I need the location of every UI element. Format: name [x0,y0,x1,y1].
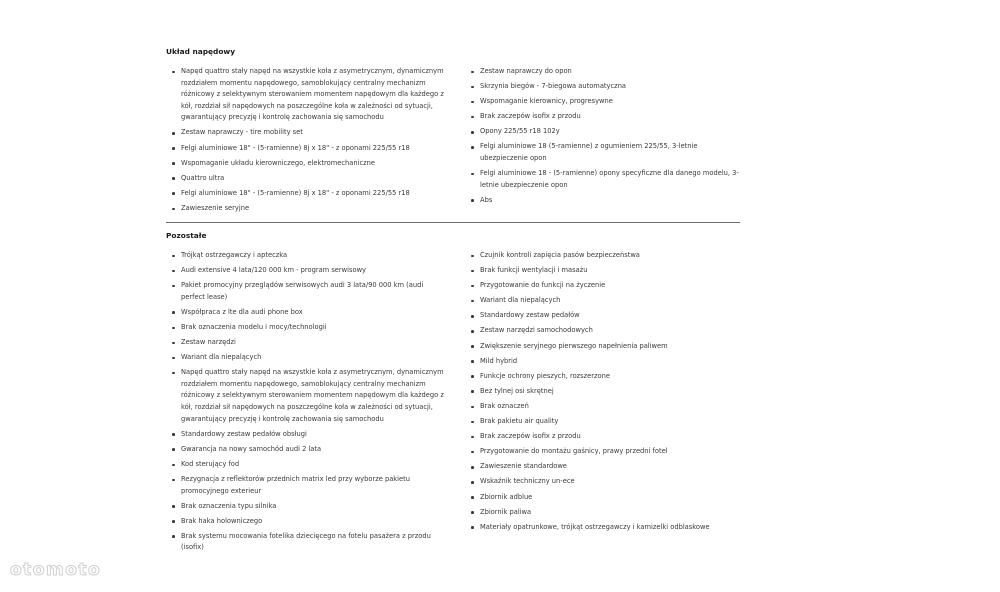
feature-item [465,265,740,277]
feature-text: Brak zaczepów isofix z przodu [480,432,581,441]
feature-item [465,310,740,322]
feature-item [166,337,444,349]
bullet-icon [172,285,175,288]
bullet-icon [471,526,474,529]
section-drivetrain [166,46,740,226]
feature-text: Standardowy zestaw pedałów obsługi [181,429,307,438]
feature-text: Zawieszenie standardowe [480,462,567,471]
section-title-drivetrain: Układ napędowy [166,47,236,56]
feature-text: Napęd quattro stały napęd na wszystkie koła z asymetrycznym, dynamicznym rozdziałem momentu napędowego, samoblokujący centralny mechanizm różnicowy z selektywnym sterowaniem momentem napędowym dla każdego z kół, rozdział sił napędowych na poszczególne koła w zależności od sytuacji, gwarantujący precyzję i kontrolę zachowania się samochodu [181,67,444,122]
feature-item [465,341,740,353]
bullet-icon [471,71,474,74]
feature-text: Zestaw naprawczy do opon [480,67,572,75]
feature-item [465,356,740,368]
bullet-icon [172,255,175,258]
bullet-icon [172,270,175,273]
feature-item [166,188,444,200]
feature-item [465,416,740,428]
feature-item [166,173,444,185]
feature-item [465,295,740,307]
feature-list-left [166,66,444,218]
bullet-icon [172,177,175,180]
bullet-icon [471,173,474,176]
bullet-icon [471,315,474,318]
bullet-icon [471,421,474,424]
feature-item [166,66,444,124]
feature-item [465,386,740,398]
feature-item [166,127,444,139]
feature-item [166,516,444,528]
feature-text: Brak oznaczenia typu silnika [181,501,277,510]
feature-item [166,367,444,425]
bullet-icon [471,131,474,134]
feature-text: Wspomaganie kierownicy, progresywne [480,97,613,106]
feature-text: Brak systemu mocowania fotelika dziecięcego na fotelu pasażera z przodu (isofix) [181,531,431,552]
feature-columns [166,66,740,226]
feature-text: Materiały opatrunkowe, trójkąt ostrzegawczy i kamizelki odblaskowe [480,522,710,531]
feature-item [166,352,444,364]
feature-text: Zestaw narzędzi [181,338,236,347]
bullet-icon [471,375,474,378]
bullet-icon [471,511,474,514]
bullet-icon [471,330,474,333]
feature-columns [166,250,740,550]
feature-item [166,158,444,170]
feature-text: Trójkąt ostrzegawczy i apteczka [181,251,288,259]
bullet-icon [172,520,175,523]
feature-item [465,371,740,383]
feature-item [465,280,740,292]
feature-item [166,459,444,471]
feature-text: Mild hybrid [480,356,518,365]
feature-text: Felgi aluminiowe 18 - (5-ramienne) opony specyficzne dla danego modelu, 3-letnie ubezpieczenie opon [480,169,739,189]
feature-text: Felgi aluminiowe 18 (5-ramienne) z ogumieniem 225/55, 3-letnie ubezpieczenie opon [480,142,698,163]
watermark-logo: otomoto [10,560,102,580]
bullet-icon [172,448,175,451]
feature-text: Gwarancja na nowy samochód audi 2 lata [181,444,322,453]
feature-text: Rezygnacja z reflektorów przednich matrix led przy wyborze pakietu promocyjnego exterieur [181,475,410,495]
feature-item [465,195,740,207]
feature-item [465,401,740,413]
bullet-icon [172,71,175,74]
bullet-icon [471,345,474,348]
bullet-icon [172,357,175,360]
bullet-icon [471,481,474,484]
feature-item [465,81,740,93]
feature-item [465,476,740,488]
feature-item [166,322,444,334]
bullet-icon [172,479,175,482]
feature-item [465,492,740,504]
bullet-icon [172,147,175,150]
feature-item [465,507,740,519]
feature-text: Brak haka holowniczego [181,516,263,525]
feature-text: Wariant dla niepalących [181,353,262,362]
feature-item [465,461,740,473]
bullet-icon [172,132,175,135]
feature-text: Felgi aluminiowe 18" - (5-ramienne) 8j x 18" - z oponami 225/55 r18 [181,188,410,197]
bullet-icon [471,360,474,363]
feature-list-right [465,66,740,210]
bullet-icon [172,327,175,330]
feature-item [465,66,740,78]
feature-text: Zwiększenie seryjnego pierwszego napełnienia paliwem [480,341,668,350]
feature-item [166,474,444,497]
bullet-icon [471,466,474,469]
feature-text: Zestaw naprawczy - tire mobility set [181,128,303,137]
feature-text: Quattro ultra [181,173,225,182]
bullet-icon [172,372,175,375]
feature-text: Wspomaganie układu kierowniczego, elektromechaniczne [181,158,375,167]
feature-text: Zawieszenie seryjne [181,203,250,212]
feature-text: Napęd quattro stały napęd na wszystkie koła z asymetrycznym, dynamicznym rozdziałem momentu napędowego, samoblokujący centralny mechanizm różnicowy z selektywnym sterowaniem momentem napędowym dla każdego z kół, rozdział sił napędowych na poszczególne koła w zależności od sytuacji, gwarantujący precyzję i kontrolę zachowania się samochodu [181,368,444,423]
feature-item [166,444,444,456]
feature-text: Czujnik kontroli zapięcia pasów bezpieczeństwa [480,251,640,259]
bullet-icon [471,255,474,258]
bullet-icon [172,192,175,195]
feature-text: Zestaw narzędzi samochodowych [480,326,593,335]
bullet-icon [471,116,474,119]
section-other [166,230,740,550]
bullet-icon [471,146,474,149]
feature-text: Brak funkcji wentylacji i masażu [480,266,588,275]
feature-item [166,501,444,513]
bullet-icon [172,342,175,345]
feature-item [166,429,444,441]
bullet-icon [471,436,474,439]
feature-list-right [465,250,740,537]
feature-item [465,168,740,191]
feature-item [465,446,740,458]
feature-text: Pakiet promocyjny przeglądów serwisowych audi 3 lata/90 000 km (audi perfect lease) [181,281,424,301]
bullet-icon [471,496,474,499]
bullet-icon [471,451,474,454]
bullet-icon [172,208,175,211]
section-divider [166,222,740,223]
bullet-icon [172,433,175,436]
feature-item [465,431,740,443]
feature-text: Wariant dla niepalących [480,296,561,305]
feature-item [166,203,444,215]
feature-item [166,250,444,262]
feature-text: Przygotowanie do montażu gaśnicy, prawy przedni fotel [480,447,668,456]
bullet-icon [471,101,474,104]
feature-item [166,307,444,319]
feature-item [465,250,740,262]
bullet-icon [471,270,474,273]
feature-text: Opony 225/55 r18 102y [480,127,560,136]
bullet-icon [471,86,474,89]
feature-text: Wskaźnik techniczny un-ece [480,477,575,486]
feature-text: Zbiornik paliwa [480,507,532,516]
feature-item [465,325,740,337]
bullet-icon [471,300,474,303]
feature-text: Brak oznaczeń [480,401,529,410]
feature-item [465,522,740,534]
feature-text: Brak pakietu air quality [480,417,559,426]
bullet-icon [172,505,175,508]
bullet-icon [172,464,175,467]
feature-text: Przygotowanie do funkcji na życzenie [480,281,606,290]
feature-item [166,143,444,155]
bullet-icon [172,311,175,314]
feature-item [465,96,740,108]
feature-text: Skrzynia biegów - 7-biegowa automatyczna [480,82,627,91]
feature-item [166,265,444,277]
feature-item [166,280,444,303]
feature-text: Abs [480,195,493,204]
feature-text: Brak oznaczenia modelu i mocy/technologii [181,322,327,331]
bullet-icon [471,390,474,393]
feature-text: Brak zaczepów isofix z przodu [480,112,581,121]
feature-text: Kod sterujący fod [181,459,240,468]
bullet-icon [172,535,175,538]
feature-text: Standardowy zestaw pedałów [480,311,580,320]
feature-item [166,531,444,554]
feature-text: Zbiornik adblue [480,492,533,501]
bullet-icon [172,162,175,165]
bullet-icon [471,285,474,288]
feature-item [465,111,740,123]
bullet-icon [471,406,474,409]
feature-text: Współpraca z lte dla audi phone box [181,307,303,316]
feature-item [465,126,740,138]
bullet-icon [471,199,474,202]
feature-text: Bez tylnej osi skrętnej [480,386,554,395]
feature-text: Felgi aluminiowe 18" - (5-ramienne) 8j x 18" - z oponami 225/55 r18 [181,143,410,152]
feature-list-left [166,250,444,558]
feature-text: Audi extensive 4 lata/120 000 km - program serwisowy [181,266,367,275]
section-title-other: Pozostałe [166,231,207,240]
feature-text: Funkcje ochrony pieszych, rozszerzone [480,371,610,380]
feature-item [465,141,740,164]
